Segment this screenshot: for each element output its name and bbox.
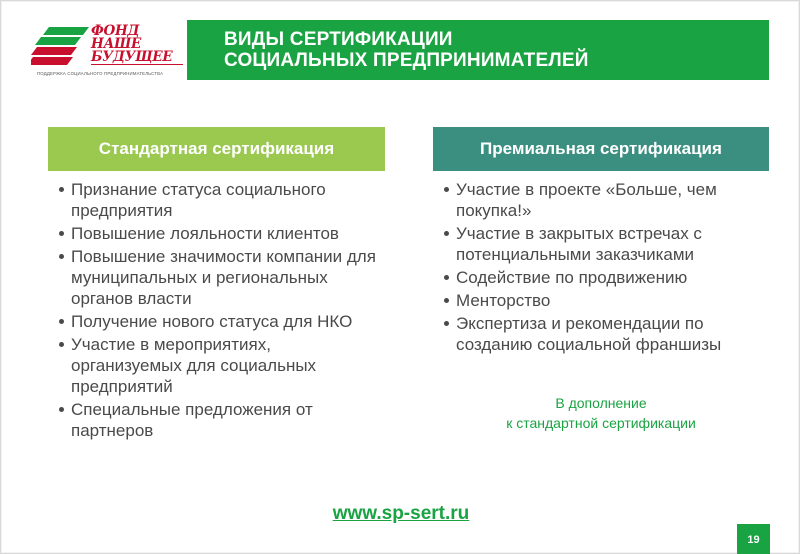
list-item: Специальные предложения от партнеров <box>56 399 376 441</box>
list-item: Содействие по продвижению <box>441 267 771 288</box>
website-link[interactable]: www.sp-sert.ru <box>332 503 470 524</box>
list-item: Участие в закрытых встречах с потенциальными заказчиками <box>441 223 771 265</box>
title-banner <box>187 20 769 80</box>
premium-benefits-list <box>441 179 771 357</box>
premium-certification-header: Премиальная сертификация <box>433 127 769 171</box>
logo-stripes-icon <box>31 23 91 69</box>
standard-certification-header: Стандартная сертификация <box>48 127 385 171</box>
title-line-2: СОЦИАЛЬНЫХ ПРЕДПРИНИМАТЕЛЕЙ <box>224 50 589 71</box>
addition-line-2: к стандартной сертификации <box>506 415 696 431</box>
list-item: Признание статуса социального предприятия <box>56 179 376 221</box>
list-item: Участие в мероприятиях, организуемых для социальных предприятий <box>56 334 376 397</box>
list-item: Экспертиза и рекомендации по созданию социальной франшизы <box>441 313 771 355</box>
list-item: Повышение лояльности клиентов <box>56 223 376 244</box>
list-item: Получение нового статуса для НКО <box>56 311 376 332</box>
list-item: Участие в проекте «Больше, чем покупка!» <box>441 179 771 221</box>
logo-line-3: БУДУЩЕЕ <box>91 51 183 65</box>
standard-benefits-list <box>56 179 376 443</box>
fund-logo <box>31 23 181 79</box>
premium-addition-note <box>471 393 731 433</box>
logo-line-1: ФОНД <box>91 23 140 39</box>
logo-line-2: НАШЕ <box>91 36 141 52</box>
logo-wordmark <box>91 25 191 65</box>
logo-tagline: ПОДДЕРЖКА СОЦИАЛЬНОГО ПРЕДПРИНИМАТЕЛЬСТВА <box>37 71 164 76</box>
addition-line-1: В дополнение <box>555 395 647 411</box>
list-item: Повышение значимости компании для муниципальных и региональных органов власти <box>56 246 376 309</box>
page-number: 19 <box>737 524 770 554</box>
title-line-1: ВИДЫ СЕРТИФИКАЦИИ <box>224 29 453 50</box>
list-item: Менторство <box>441 290 771 311</box>
